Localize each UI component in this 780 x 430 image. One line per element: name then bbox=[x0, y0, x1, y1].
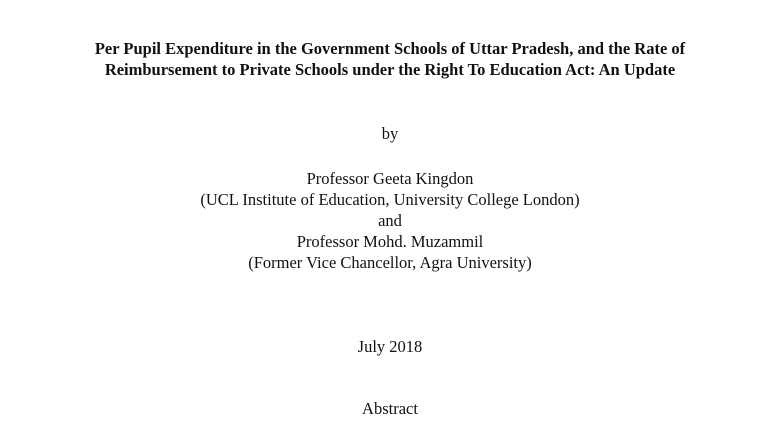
author-1-affiliation: (UCL Institute of Education, University College London) bbox=[200, 190, 580, 209]
abstract-heading: Abstract bbox=[362, 399, 418, 418]
by-label: by bbox=[381, 124, 399, 143]
author-1-name: Professor Geeta Kingdon bbox=[306, 169, 474, 188]
author-2-name: Professor Mohd. Muzammil bbox=[296, 232, 484, 251]
publication-date: July 2018 bbox=[357, 337, 423, 356]
author-2-affiliation: (Former Vice Chancellor, Agra University) bbox=[248, 253, 532, 272]
and-label: and bbox=[378, 211, 402, 230]
title-line-1: Per Pupil Expenditure in the Government Schools of Uttar Pradesh, and the Rate of bbox=[94, 39, 686, 58]
title-line-2: Reimbursement to Private Schools under the Right To Education Act: An Update bbox=[104, 60, 676, 79]
document-title bbox=[40, 38, 740, 80]
